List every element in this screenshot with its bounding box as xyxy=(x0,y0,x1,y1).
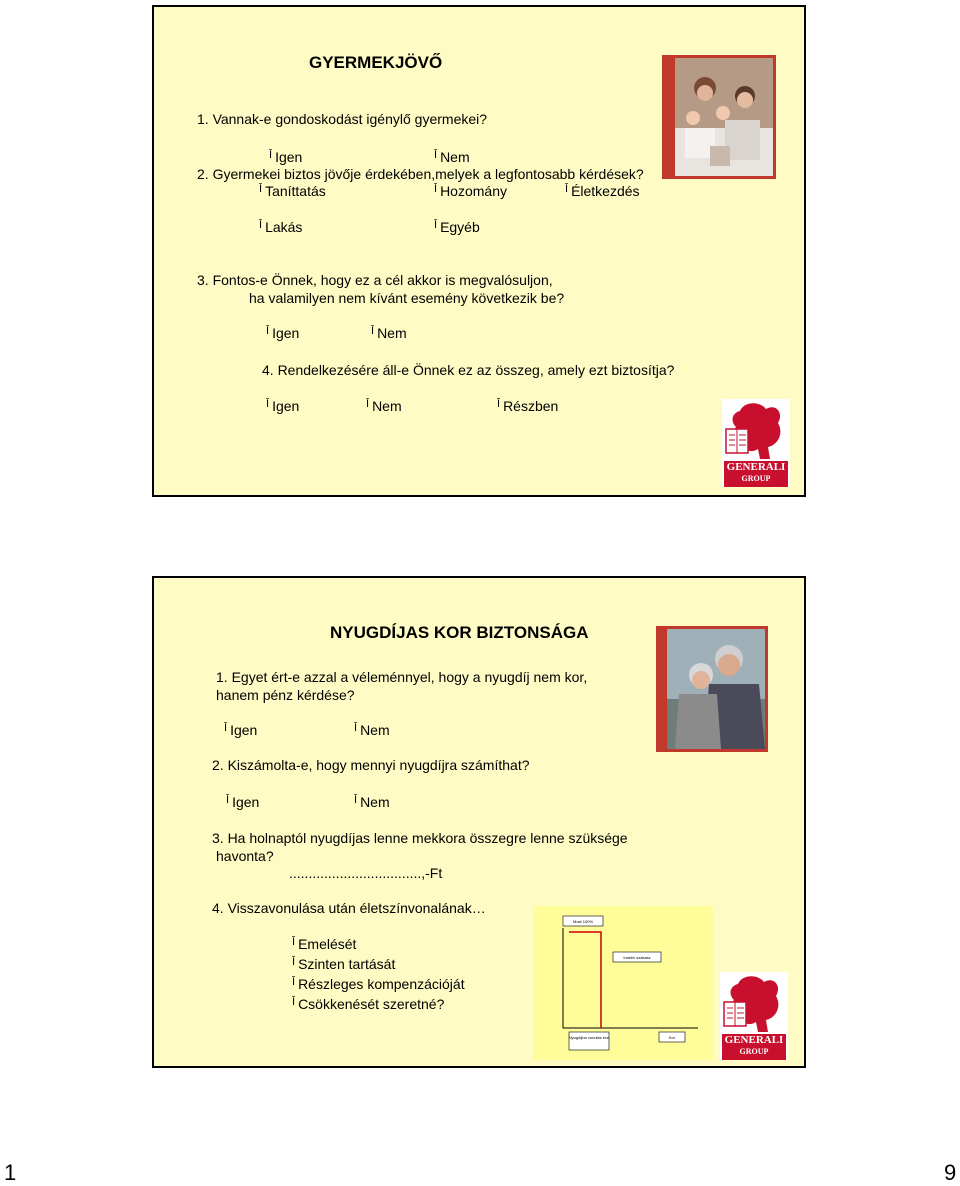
option-q2-lakas[interactable]: $^Ī$ Lakás xyxy=(259,219,303,235)
family-photo-image xyxy=(665,58,773,176)
option-s2q4-emeleset[interactable]: $^Ī$ Emelését xyxy=(292,936,357,952)
checkbox-icon: Ī xyxy=(259,183,263,195)
checkbox-icon: Ī xyxy=(292,976,296,988)
option-q2-eletkezdes[interactable]: $^Ī$ Életkezdés xyxy=(565,183,640,199)
checkbox-icon: Ī xyxy=(269,149,273,161)
slide1-q4: 4. Rendelkezésére áll-e Önnek ez az összeg, amely ezt biztosítja? xyxy=(262,362,675,378)
option-s2q4-szinten-tartasat[interactable]: $^Ī$ Szinten tartását xyxy=(292,956,396,972)
generali-logo xyxy=(722,399,790,487)
checkbox-icon: Ī xyxy=(371,325,375,337)
slide1-q2: 2. Gyermekei biztos jövője érdekében,melyek a legfontosabb kérdések? xyxy=(197,166,644,182)
option-s2q1-nem[interactable]: $^Ī$ Nem xyxy=(354,722,390,738)
slide1-q3-line2: ha valamilyen nem kívánt esemény következik be? xyxy=(249,290,565,306)
checkbox-icon: Ī xyxy=(292,956,296,968)
checkbox-icon: Ī xyxy=(354,722,358,734)
checkbox-icon: Ī xyxy=(434,219,438,231)
page-number-left: 1 xyxy=(4,1160,17,1185)
chart-label-most: Most 100% xyxy=(572,919,594,924)
elderly-couple-image xyxy=(659,629,765,749)
retirement-chart xyxy=(533,906,713,1060)
slide-nyugdijas-kor xyxy=(152,576,806,1068)
generali-logo-text: GENERALI xyxy=(726,461,786,473)
family-photo xyxy=(662,55,776,179)
option-s2q2-igen[interactable]: $^Ī$ Igen xyxy=(226,794,260,810)
slide2-q1-line2: hanem pénz kérdése? xyxy=(216,687,355,703)
slide2-q3-line1: 3. Ha holnaptól nyugdíjas lenne mekkora összegre lenne szüksége xyxy=(212,830,628,846)
chart-label-nyugdijba: Nyugdíjba vonulás éve xyxy=(568,1035,610,1040)
option-q3-nem[interactable]: $^Ī$ Nem xyxy=(371,325,407,341)
checkbox-icon: Ī xyxy=(226,794,230,806)
option-q4-igen[interactable]: $^Ī$ Igen xyxy=(266,398,300,414)
checkbox-icon: Ī xyxy=(434,183,438,195)
slide2-q1-line1: 1. Egyet ért-e azzal a véleménnyel, hogy a nyugdíj nem kor, xyxy=(216,669,588,685)
option-q2-taníttatas[interactable]: $^Ī$ Taníttatás xyxy=(259,183,326,199)
checkbox-icon: Ī xyxy=(292,936,296,948)
checkbox-icon: Ī xyxy=(497,398,501,410)
slide2-q3-line2: havonta? xyxy=(216,848,274,864)
option-q3-igen[interactable]: $^Ī$ Igen xyxy=(266,325,300,341)
option-q2-egyeb[interactable]: $^Ī$ Egyéb xyxy=(434,219,480,235)
slide-gyermekjovo xyxy=(152,5,806,497)
checkbox-icon: Ī xyxy=(266,325,270,337)
chart-series-line xyxy=(569,932,601,1028)
option-s2q1-igen[interactable]: $^Ī$ Igen xyxy=(224,722,258,738)
checkbox-icon: Ī xyxy=(565,183,569,195)
option-s2q4-reszleges[interactable]: $^Ī$ Részleges kompenzációját xyxy=(292,976,465,992)
slide2-title: NYUGDÍJAS KOR BIZTONSÁGA xyxy=(330,623,589,642)
checkbox-icon: Ī xyxy=(224,722,228,734)
option-q1-igen[interactable]: $^Ī$ Igen xyxy=(269,149,303,165)
retirement-chart-svg xyxy=(533,906,713,1060)
chart-label-kor: Kor xyxy=(668,1035,676,1040)
slide1-q3-line1: 3. Fontos-e Önnek, hogy ez a cél akkor is megvalósuljon, xyxy=(197,272,553,288)
slide2-q2: 2. Kiszámolta-e, hogy mennyi nyugdíjra számíthat? xyxy=(212,757,530,773)
checkbox-icon: Ī xyxy=(292,996,296,1008)
option-s2q4-csokkenest[interactable]: $^Ī$ Csökkenését szeretné? xyxy=(292,996,445,1012)
slide1-title: GYERMEKJÖVŐ xyxy=(309,53,443,72)
option-q4-reszben[interactable]: $^Ī$ Részben xyxy=(497,398,559,414)
slide2-q4: 4. Visszavonulása után életszínvonalának… xyxy=(212,900,486,916)
option-q2-hozomany[interactable]: $^Ī$ Hozomány xyxy=(434,183,507,199)
checkbox-icon: Ī xyxy=(366,398,370,410)
checkbox-icon: Ī xyxy=(259,219,263,231)
chart-label-inaktiv: Inaktív szakasz xyxy=(623,955,651,960)
option-s2q2-nem[interactable]: $^Ī$ Nem xyxy=(354,794,390,810)
elderly-couple-photo xyxy=(656,626,768,752)
checkbox-icon: Ī xyxy=(354,794,358,806)
option-q4-nem[interactable]: $^Ī$ Nem xyxy=(366,398,402,414)
generali-logo xyxy=(720,972,788,1060)
option-q1-nem[interactable]: $^Ī$ Nem xyxy=(434,149,470,165)
slide1-q1: 1. Vannak-e gondoskodást igénylő gyermekei? xyxy=(197,111,488,127)
page-number-right: 9 xyxy=(944,1160,957,1185)
slide2-q3-amount-field[interactable]: ..................................,-Ft xyxy=(289,865,443,881)
generali-logo-text: GENERALI xyxy=(724,1034,784,1046)
generali-logo-subtext: GROUP xyxy=(739,1047,769,1056)
checkbox-icon: Ī xyxy=(266,398,270,410)
generali-logo-subtext: GROUP xyxy=(741,474,771,483)
checkbox-icon: Ī xyxy=(434,149,438,161)
